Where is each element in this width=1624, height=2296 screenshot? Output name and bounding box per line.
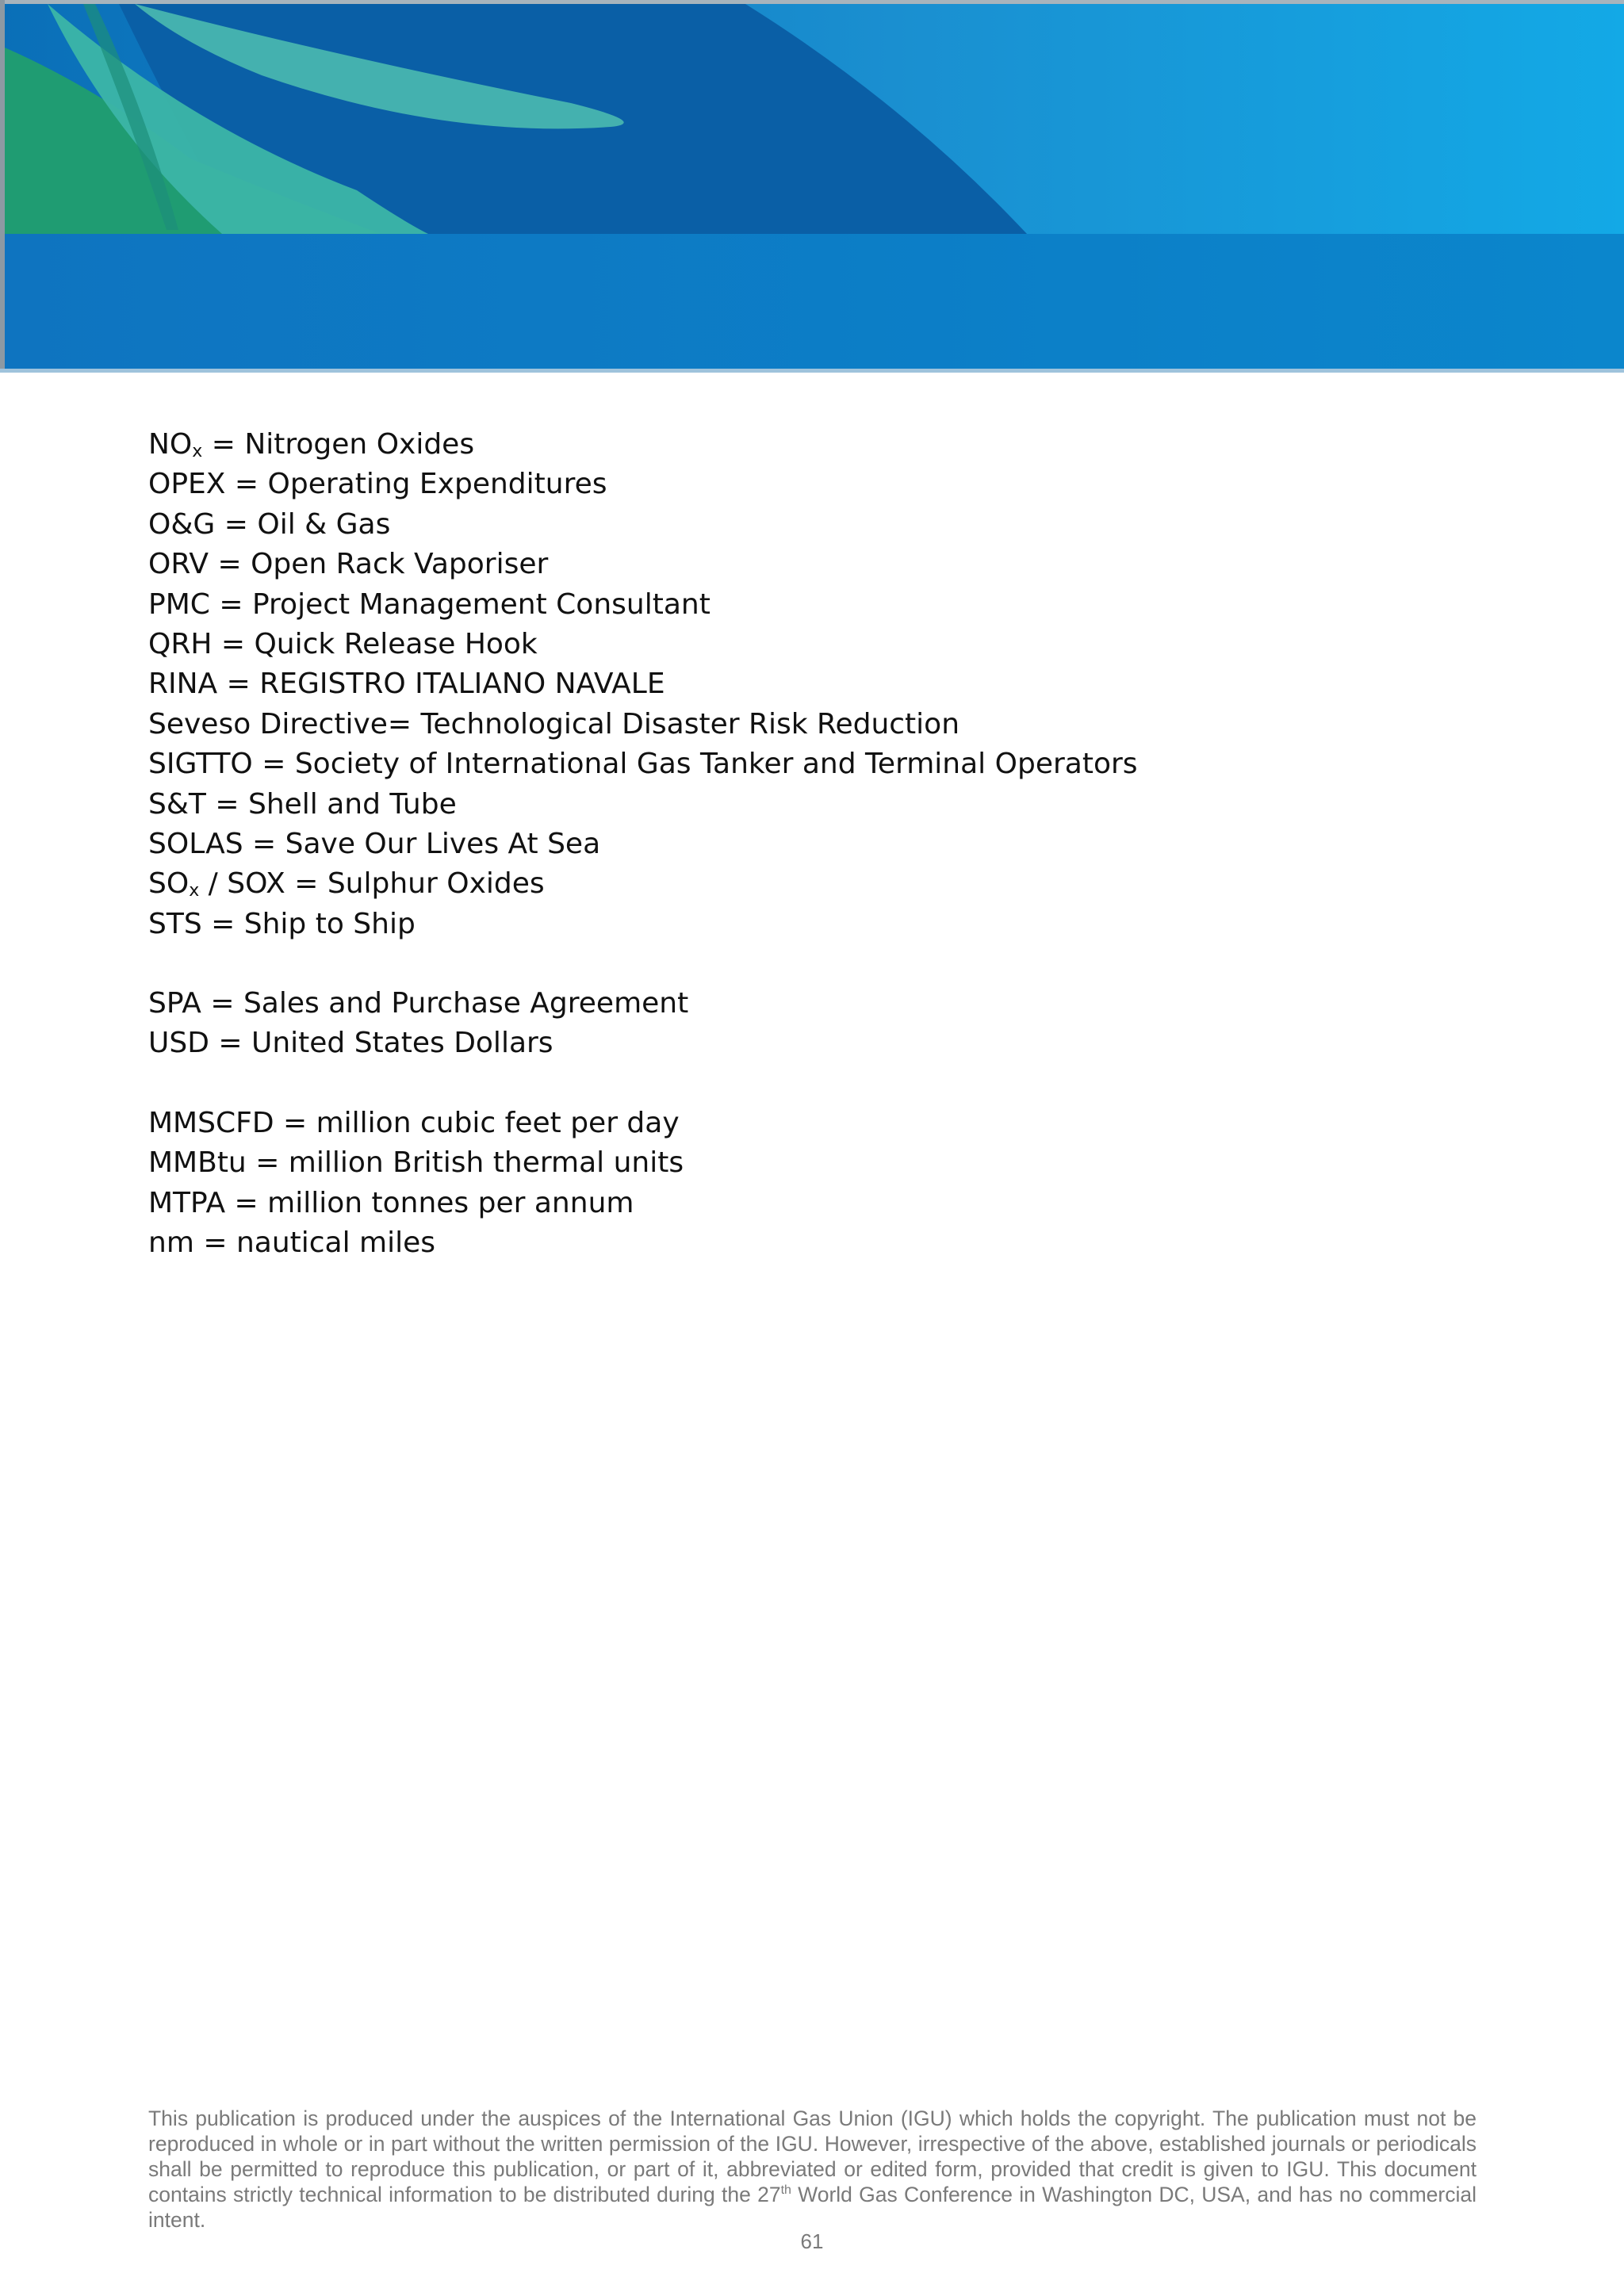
abbreviation-entry-nox: $NO_x$ = Nitrogen Oxides bbox=[148, 428, 475, 461]
abbreviation-group bbox=[148, 425, 1496, 944]
banner-bottom-edge bbox=[0, 369, 1624, 373]
abbreviation-entry-mmbtu: MMBtu = million British thermal units bbox=[148, 1146, 684, 1180]
abbreviation-entry-mmscfd: MMSCFD = million cubic feet per day bbox=[148, 1106, 680, 1139]
abbreviation-entry-pmc: PMC = Project Management Consultant bbox=[148, 587, 710, 621]
abbreviation-entry-opex: OPEX = Operating Expenditures bbox=[148, 468, 607, 501]
abbreviation-entry-rina: RINA = REGISTRO ITALIANO NAVALE bbox=[148, 668, 665, 701]
abbreviation-entry-spa: SPA = Sales and Purchase Agreement bbox=[148, 987, 689, 1020]
banner-left-border bbox=[0, 0, 5, 373]
abbreviation-entry-qrh: QRH = Quick Release Hook bbox=[148, 627, 538, 660]
abbreviation-entry-sts: STS = Ship to Ship bbox=[148, 907, 416, 940]
abbreviation-entry-seveso: Seveso Directive= Technological Disaster Risk Reduction bbox=[148, 707, 960, 740]
abbreviation-entry-og: O&G = Oil & Gas bbox=[148, 507, 391, 541]
banner-lower-band bbox=[5, 234, 1624, 369]
copyright-disclaimer: This publication is produced under the auspices of the International Gas Union (IGU) which holds the copyright. The publication must not be reproduced in whole or in part without the written permission of the IGU. However, irrespective of the above, established journals or periodicals shall be permitted to reproduce this publication, or part of it, abbreviated or edited form, provided that credit is given to IGU. This document contains strictly technical information to be distributed during the 27th World Gas Conference in Washington DC, USA, and has no commercial intent. bbox=[148, 2107, 1477, 2232]
page-number: 61 bbox=[800, 2229, 824, 2253]
abbreviation-entry-solas: SOLAS = Save Our Lives At Sea bbox=[148, 827, 601, 860]
abbreviation-entry-sigtto: SIGTTO = Society of International Gas Tanker and Terminal Operators bbox=[148, 748, 1138, 781]
header-banner-graphic bbox=[0, 0, 1624, 373]
abbreviation-list bbox=[148, 425, 1496, 1303]
abbreviation-entry-st: S&T = Shell and Tube bbox=[148, 787, 457, 821]
abbreviation-group bbox=[148, 1104, 1496, 1264]
header-banner bbox=[0, 0, 1624, 373]
abbreviation-group bbox=[148, 984, 1496, 1064]
abbreviation-entry-usd: USD = United States Dollars bbox=[148, 1027, 553, 1060]
abbreviation-entry-nm: nm = nautical miles bbox=[148, 1226, 436, 1260]
abbreviation-entry-sox: $SO_x$ / SOX = Sulphur Oxides bbox=[148, 867, 545, 901]
abbreviation-entry-orv: ORV = Open Rack Vaporiser bbox=[148, 548, 549, 581]
banner-top-line bbox=[0, 0, 1624, 4]
abbreviation-entry-mtpa: MTPA = million tonnes per annum bbox=[148, 1186, 634, 1219]
